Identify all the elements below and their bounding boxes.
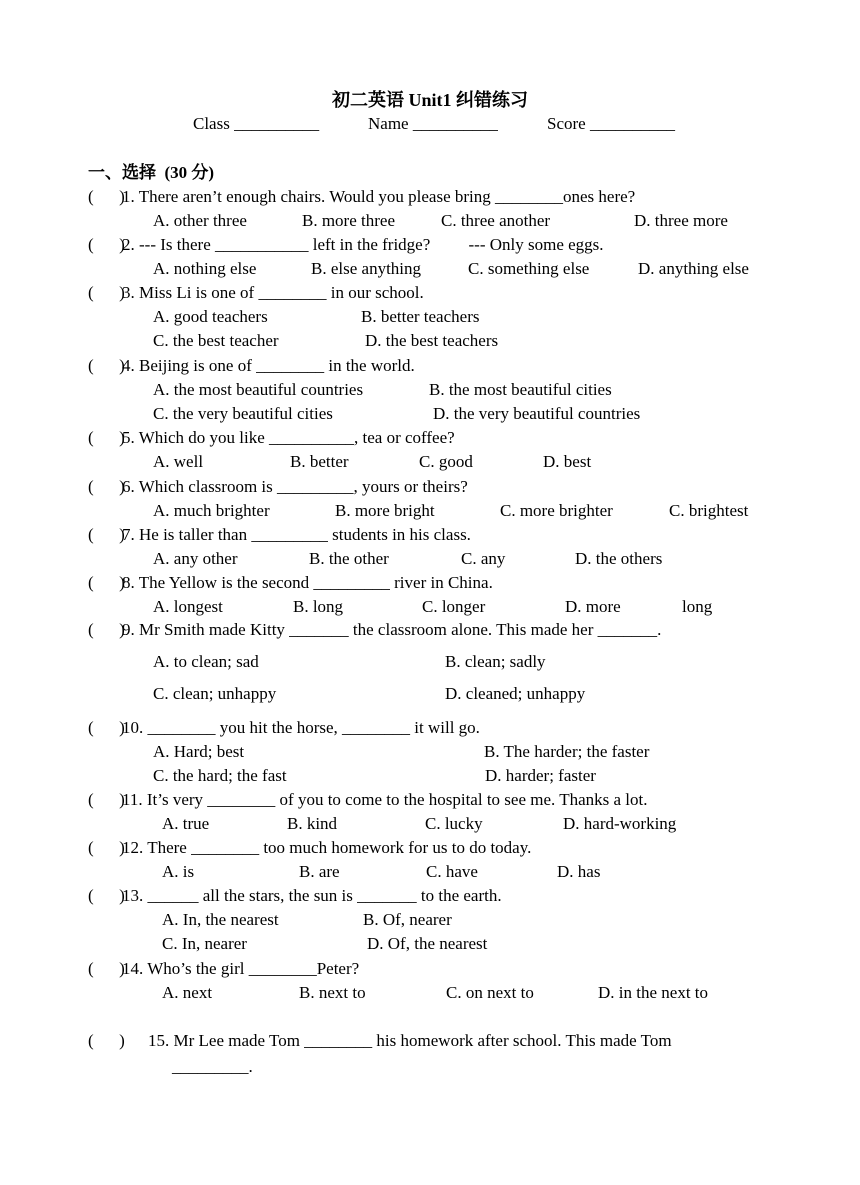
answer-blank[interactable]: ( ) bbox=[88, 1031, 125, 1050]
option-d: D. harder; faster bbox=[485, 766, 596, 785]
question-stem: 9. Mr Smith made Kitty _______ the classroom alone. This made her _______. bbox=[122, 620, 662, 639]
option-d: D. anything else bbox=[638, 259, 749, 278]
page-title: 初二英语 Unit1 纠错练习 bbox=[331, 90, 528, 110]
option-b: B. the most beautiful cities bbox=[429, 380, 612, 399]
option-c: C. on next to bbox=[446, 983, 534, 1002]
score-field: Score __________ bbox=[547, 114, 675, 133]
option-c: C. three another bbox=[441, 211, 551, 230]
option-c: C. the very beautiful cities bbox=[153, 404, 333, 423]
answer-blank[interactable]: ( ) bbox=[88, 477, 125, 496]
option-b: B. more three bbox=[302, 211, 395, 230]
option-c: C. the best teacher bbox=[153, 331, 279, 350]
answer-blank[interactable]: ( ) bbox=[88, 620, 125, 639]
option-d: D. cleaned; unhappy bbox=[445, 684, 586, 703]
option-d: C. brightest bbox=[669, 501, 749, 520]
answer-blank[interactable]: ( ) bbox=[88, 428, 125, 447]
option-a: A. is bbox=[162, 862, 195, 881]
question-stem: 2. --- Is there ___________ left in the fridge? --- Only some eggs. bbox=[122, 235, 604, 254]
section-title: 一、选择 (30 分) bbox=[88, 163, 215, 182]
name-field: Name __________ bbox=[368, 114, 498, 133]
option-a: A. nothing else bbox=[153, 259, 257, 278]
option-d-continued: long bbox=[682, 597, 713, 616]
option-b: B. better bbox=[290, 452, 349, 471]
option-c: C. have bbox=[426, 862, 478, 881]
answer-blank[interactable]: ( ) bbox=[88, 525, 125, 544]
question-stem: 5. Which do you like __________, tea or coffee? bbox=[122, 428, 455, 447]
option-a: A. to clean; sad bbox=[153, 652, 259, 671]
option-b: B. are bbox=[299, 862, 340, 881]
answer-blank[interactable]: ( ) bbox=[88, 838, 125, 857]
option-c: C. good bbox=[419, 452, 473, 471]
option-c: C. In, nearer bbox=[162, 934, 247, 953]
answer-blank[interactable]: ( ) bbox=[88, 283, 125, 302]
answer-blank[interactable]: ( ) bbox=[88, 959, 125, 978]
option-d: D. best bbox=[543, 452, 592, 471]
answer-blank[interactable]: ( ) bbox=[88, 790, 125, 809]
class-field: Class __________ bbox=[193, 114, 320, 133]
question-stem: 15. Mr Lee made Tom ________ his homework after school. This made Tom bbox=[148, 1031, 672, 1050]
option-d: D. the others bbox=[575, 549, 663, 568]
option-a: A. other three bbox=[153, 211, 247, 230]
option-a: A. any other bbox=[153, 549, 238, 568]
option-a: A. the most beautiful countries bbox=[153, 380, 364, 399]
option-d: D. the best teachers bbox=[365, 331, 499, 350]
option-c: C. the hard; the fast bbox=[153, 766, 287, 785]
option-a: A. well bbox=[153, 452, 204, 471]
question-stem: 14. Who’s the girl ________Peter? bbox=[122, 959, 360, 978]
option-a: A. much brighter bbox=[153, 501, 270, 520]
question-stem: 7. He is taller than _________ students in his class. bbox=[122, 525, 471, 544]
option-c: C. any bbox=[461, 549, 506, 568]
option-c: C. clean; unhappy bbox=[153, 684, 277, 703]
option-b: B. clean; sadly bbox=[445, 652, 546, 671]
question-stem: 6. Which classroom is _________, yours or theirs? bbox=[122, 477, 468, 496]
question-stem: 13. ______ all the stars, the sun is _______ to the earth. bbox=[122, 886, 502, 905]
option-c: C. something else bbox=[468, 259, 590, 278]
option-a: A. Hard; best bbox=[153, 742, 245, 761]
option-d: D. the very beautiful countries bbox=[433, 404, 641, 423]
question-stem: 4. Beijing is one of ________ in the world. bbox=[122, 356, 415, 375]
option-a: A. In, the nearest bbox=[162, 910, 279, 929]
question-stem: 1. There aren’t enough chairs. Would you please bring ________ones here? bbox=[122, 187, 636, 206]
question-stem: 12. There ________ too much homework for us to do today. bbox=[122, 838, 532, 857]
answer-blank[interactable]: ( ) bbox=[88, 886, 125, 905]
option-d: D. three more bbox=[634, 211, 728, 230]
option-b: B. kind bbox=[287, 814, 338, 833]
option-d: D. hard-working bbox=[563, 814, 677, 833]
option-b: B. the other bbox=[309, 549, 389, 568]
option-d: D. Of, the nearest bbox=[367, 934, 488, 953]
answer-blank[interactable]: ( ) bbox=[88, 356, 125, 375]
option-b: B. more bright bbox=[335, 501, 435, 520]
option-b: B. better teachers bbox=[361, 307, 480, 326]
option-d: D. has bbox=[557, 862, 601, 881]
option-b: B. next to bbox=[299, 983, 366, 1002]
question-stem: 3. Miss Li is one of ________ in our school. bbox=[122, 283, 424, 302]
question-stem: 11. It’s very ________ of you to come to the hospital to see me. Thanks a lot. bbox=[122, 790, 648, 809]
question-stem: 8. The Yellow is the second _________ river in China. bbox=[122, 573, 493, 592]
option-c: C. more brighter bbox=[500, 501, 613, 520]
option-d: D. in the next to bbox=[598, 983, 709, 1002]
option-c: C. longer bbox=[422, 597, 486, 616]
option-b: B. else anything bbox=[311, 259, 422, 278]
question-stem-continuation: _________. bbox=[172, 1057, 253, 1076]
option-a: A. true bbox=[162, 814, 210, 833]
option-b: B. Of, nearer bbox=[363, 910, 452, 929]
answer-blank[interactable]: ( ) bbox=[88, 718, 125, 737]
option-a: A. good teachers bbox=[153, 307, 268, 326]
option-a: A. longest bbox=[153, 597, 223, 616]
option-b: B. The harder; the faster bbox=[484, 742, 650, 761]
answer-blank[interactable]: ( ) bbox=[88, 235, 125, 254]
answer-blank[interactable]: ( ) bbox=[88, 187, 125, 206]
question-stem: 10. ________ you hit the horse, ________ it will go. bbox=[122, 718, 480, 737]
option-d: D. more bbox=[565, 597, 621, 616]
option-c: C. lucky bbox=[425, 814, 483, 833]
option-a: A. next bbox=[162, 983, 213, 1002]
answer-blank[interactable]: ( ) bbox=[88, 573, 125, 592]
option-b: B. long bbox=[293, 597, 344, 616]
